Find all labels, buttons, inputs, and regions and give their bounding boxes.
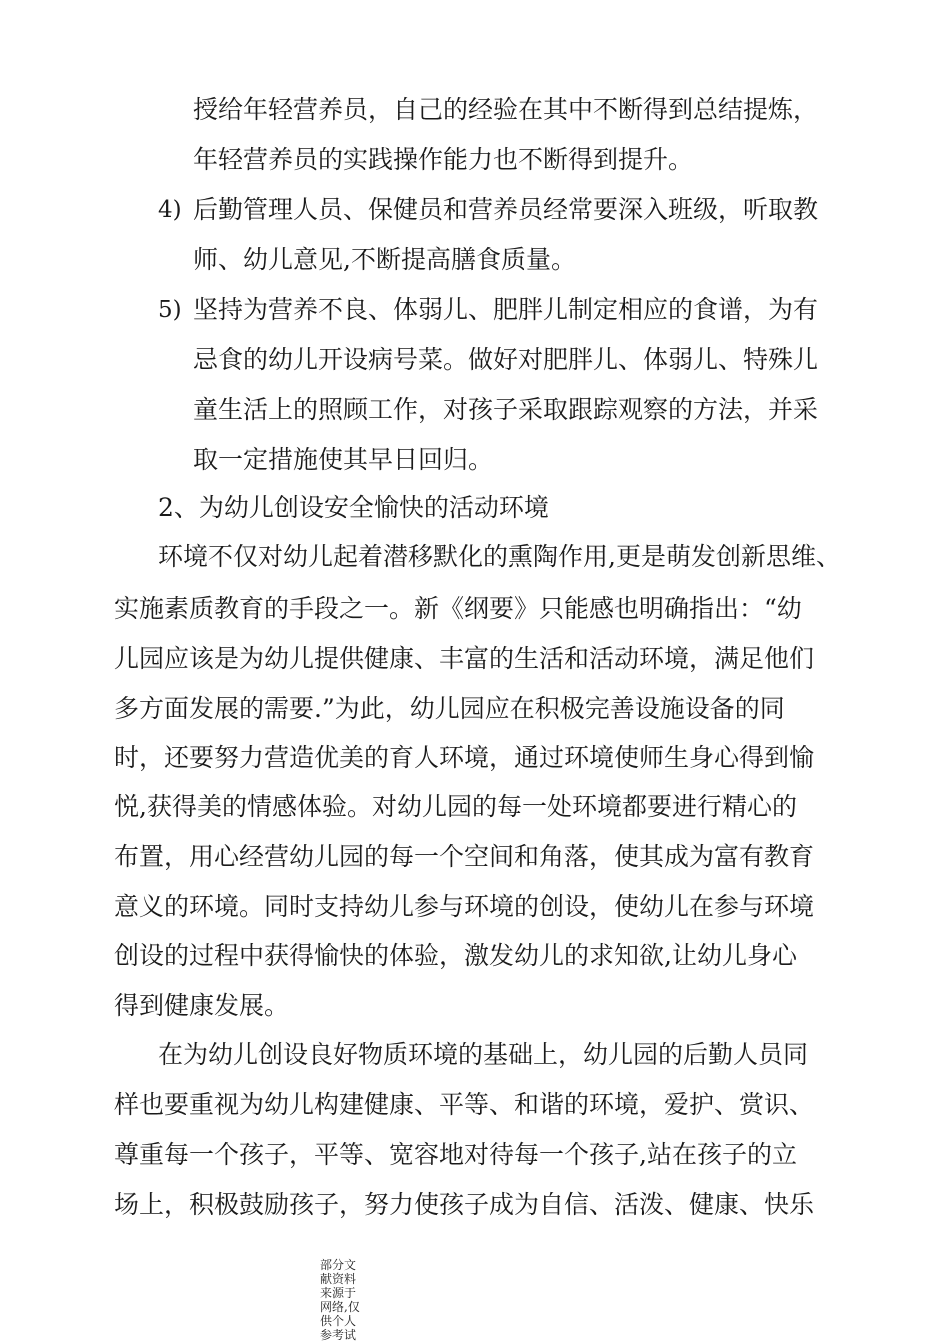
body-text-line: 年轻营养员的实践操作能力也不断得到提升。 bbox=[193, 145, 694, 174]
body-text-line: 创设的过程中获得愉快的体验，激发幼儿的求知欲,让幼儿身心 bbox=[114, 941, 797, 970]
body-text-line: 场上，积极鼓励孩子，努力使孩子成为自信、活泼、健康、快乐 bbox=[114, 1190, 815, 1219]
body-text-line: 在为幼儿创设良好物质环境的基础上，幼儿园的后勤人员同 bbox=[158, 1040, 809, 1069]
body-text-line: 后勤管理人员、保健员和营养员经常要深入班级，听取教 bbox=[193, 195, 819, 224]
list-number: 5) bbox=[158, 297, 182, 323]
body-text-line: 意义的环境。同时支持幼儿参与环境的创设，使幼儿在参与环境 bbox=[114, 892, 815, 921]
body-text-line: 授给年轻营养员，自己的经验在其中不断得到总结提炼， bbox=[193, 95, 819, 124]
body-text-line: 取一定措施使其早日回归。 bbox=[193, 445, 494, 474]
body-text-line: 实施素质教育的手段之一。新《纲要》只能感也明确指出：“幼 bbox=[114, 594, 802, 623]
body-text-line: 儿园应该是为幼儿提供健康、丰富的生活和活动环境，满足他们 bbox=[114, 644, 815, 673]
body-text-line: 师、幼儿意见,不断提高膳食质量。 bbox=[193, 245, 576, 274]
body-text-line: 多方面发展的需要.”为此，幼儿园应在积极完善设施设备的同 bbox=[114, 694, 785, 723]
section-heading: 2、为幼儿创设安全愉快的活动环境 bbox=[158, 493, 549, 522]
body-text-line: 时，还要努力营造优美的育人环境，通过环境使师生身心得到愉 bbox=[114, 743, 815, 772]
body-text-line: 尊重每一个孩子，平等、宽容地对待每一个孩子,站在孩子的立 bbox=[114, 1140, 797, 1169]
body-text-line: 得到健康发展。 bbox=[114, 991, 290, 1020]
body-text-line: 忌食的幼儿开设病号菜。做好对肥胖儿、体弱儿、特殊儿 bbox=[193, 345, 819, 374]
footer-note: 部分文献资料来源于网络,仅供个人参考试 bbox=[320, 1258, 360, 1342]
body-text-line: 悦,获得美的情感体验。对幼儿园的每一处环境都要进行精心的 bbox=[114, 792, 797, 821]
body-text-line: 童生活上的照顾工作，对孩子采取跟踪观察的方法，并采 bbox=[193, 395, 819, 424]
body-text-line: 环境不仅对幼儿起着潜移默化的熏陶作用,更是萌发创新思维、 bbox=[158, 542, 841, 571]
body-text-line: 样也要重视为幼儿构建健康、平等、和谐的环境，爱护、赏识、 bbox=[114, 1090, 815, 1119]
body-text-line: 布置，用心经营幼儿园的每一个空间和角落，使其成为富有教育 bbox=[114, 842, 815, 871]
body-text-line: 坚持为营养不良、体弱儿、肥胖儿制定相应的食谱，为有 bbox=[193, 295, 819, 324]
list-number: 4) bbox=[158, 197, 182, 223]
